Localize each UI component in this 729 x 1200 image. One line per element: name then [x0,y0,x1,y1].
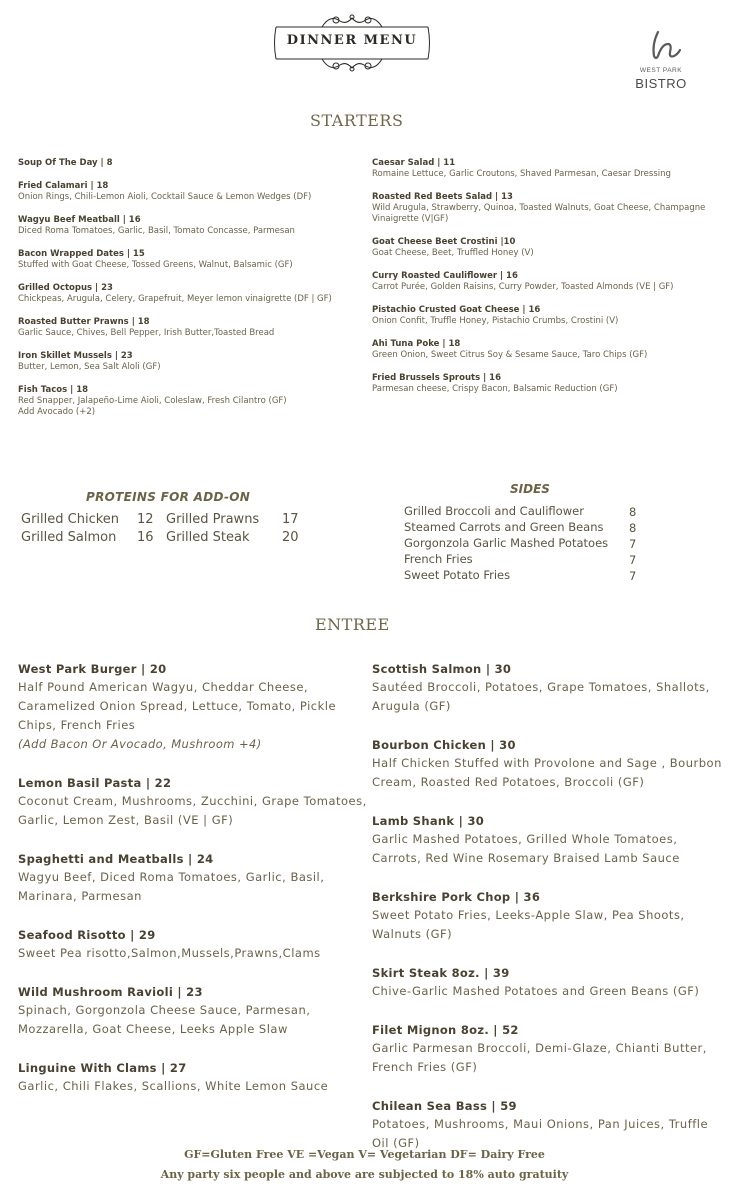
menu-item-name: Soup Of The Day | 8 [18,158,113,168]
menu-item [372,660,722,716]
menu-item [18,158,338,169]
starters-left-column [18,158,338,430]
menu-item-description: Stuffed with Goat Cheese, Tossed Greens, Walnut, Balsamic (GF) [18,260,293,270]
dietary-legend: GF=Gluten Free VE =Vegan V= Vegetarian DF= Dairy Free [184,1148,545,1161]
menu-item-name: Caesar Salad | 11 [372,158,456,168]
starters-right-column [372,158,712,407]
menu-item [372,305,712,327]
menu-item-name: Wild Mushroom Ravioli | 23 [18,985,203,999]
menu-item-addon: Add Avocado (+2) [18,407,96,417]
menu-item-name: Linguine With Clams | 27 [18,1061,187,1075]
protein-name: Grilled Salmon [21,529,117,545]
gratuity-note: Any party six people and above are subjected to 18% auto gratuity [160,1168,569,1181]
menu-item-description: Sweet Pea risotto,Salmon,Mussels,Prawns,Clams [18,946,321,960]
menu-item-name: Lemon Basil Pasta | 22 [18,776,172,790]
side-item-name: Sweet Potato Fries [404,568,511,582]
menu-item-description: Coconut Cream, Mushrooms, Zucchini, Grape Tomatoes, Garlic, Lemon Zest, Basil (VE | GF) [18,794,367,827]
logo-subtitle: WEST PARK [639,67,683,74]
menu-item-name: Roasted Butter Prawns | 18 [18,317,150,327]
entree-left-column [18,660,368,1116]
menu-title-frame [272,12,432,74]
menu-item-description: Goat Cheese, Beet, Truffled Honey (V) [372,248,534,258]
menu-item [18,850,368,906]
menu-item [18,926,368,963]
menu-item-name: Curry Roasted Cauliflower | 16 [372,271,518,281]
menu-item-description: Spinach, Gorgonzola Cheese Sauce, Parmesan, Mozzarella, Goat Cheese, Leeks Apple Slaw [18,1003,311,1036]
menu-item [372,158,712,180]
side-item-price: 8 [629,521,637,535]
menu-item-description: Garlic Mashed Potatoes, Grilled Whole Tomatoes, Carrots, Red Wine Rosemary Braised Lamb Sauce [372,832,680,865]
menu-item-name: Seafood Risotto | 29 [18,928,156,942]
menu-item-name: Pistachio Crusted Goat Cheese | 16 [372,305,541,315]
menu-item-description: Butter, Lemon, Sea Salt Aloli (GF) [18,362,161,372]
proteins-row [21,510,311,528]
menu-item-description: Garlic Sauce, Chives, Bell Pepper, Irish Butter,Toasted Bread [18,328,275,338]
menu-item [18,774,368,830]
menu-item-description: Sautéed Broccoli, Potatoes, Grape Tomatoes, Shallots, Arugula (GF) [372,680,710,713]
protein-name: Grilled Prawns [166,511,260,527]
menu-item [372,1021,722,1077]
restaurant-logo [628,30,698,96]
menu-item [18,283,338,305]
side-item-price: 7 [629,553,637,567]
protein-price: 17 [282,511,299,527]
side-item-name: Grilled Broccoli and Cauliflower [404,504,584,518]
sides-list [404,504,644,584]
menu-item [18,317,338,339]
menu-item-name: Scottish Salmon | 30 [372,662,512,676]
protein-price: 20 [282,529,299,545]
menu-item [18,215,338,237]
menu-item-description: Potatoes, Mushrooms, Maui Onions, Pan Juices, Truffle Oil (GF) [372,1117,709,1150]
menu-item [372,888,722,944]
side-item [404,552,644,568]
protein-name: Grilled Chicken [21,511,120,527]
protein-price: 12 [137,511,154,527]
menu-item-name: West Park Burger | 20 [18,662,167,676]
menu-item-name: Grilled Octopus | 23 [18,283,113,293]
side-item-name: Steamed Carrots and Green Beans [404,520,604,534]
starters-heading: STARTERS [310,111,404,130]
menu-item-name: Bourbon Chicken | 30 [372,738,516,752]
menu-item [18,385,338,418]
menu-item-name: Spaghetti and Meatballs | 24 [18,852,214,866]
menu-item-name: Goat Cheese Beet Crostini |10 [372,237,516,247]
side-item [404,536,644,552]
menu-item-description: Garlic Parmesan Broccoli, Demi-Glaze, Chianti Butter, French Fries (GF) [372,1041,707,1074]
entree-right-column [372,660,722,1173]
menu-item-name: Fried Brussels Sprouts | 16 [372,373,501,383]
menu-item-description: Romaine Lettuce, Garlic Croutons, Shaved Parmesan, Caesar Dressing [372,169,671,179]
menu-item-name: Berkshire Pork Chop | 36 [372,890,541,904]
menu-item [372,373,712,395]
menu-item [372,1097,722,1153]
menu-item-description: Wild Arugula, Strawberry, Quinoa, Toasted Walnuts, Goat Cheese, Champagne Vinaigrette (V|GF) [372,203,706,224]
side-item-price: 7 [629,569,637,583]
protein-name: Grilled Steak [166,529,250,545]
menu-item-name: Fish Tacos | 18 [18,385,89,395]
menu-item-name: Roasted Red Beets Salad | 13 [372,192,513,202]
menu-item [18,983,368,1039]
menu-item-description: Half Pound American Wagyu, Cheddar Cheese, Caramelized Onion Spread, Lettuce, Tomato, Pickle Chips, French Fries [18,680,337,732]
menu-item-name: Lamb Shank | 30 [372,814,485,828]
menu-item-description: Onion Rings, Chili-Lemon Aioli, Cocktail Sauce & Lemon Wedges (DF) [18,192,312,202]
menu-item [18,249,338,271]
menu-item-description: Chive-Garlic Mashed Potatoes and Green Beans (GF) [372,984,700,998]
side-item [404,504,644,520]
logo-mark-icon [648,30,684,64]
menu-item-description: Sweet Potato Fries, Leeks-Apple Slaw, Pea Shoots, Walnuts (GF) [372,908,685,941]
menu-item [18,660,368,754]
menu-item [18,181,338,203]
menu-item [372,812,722,868]
proteins-title: PROTEINS FOR ADD-ON [86,490,251,504]
proteins-row [21,528,311,546]
menu-item-description: Parmesan cheese, Crispy Bacon, Balsamic Reduction (GF) [372,384,618,394]
side-item-price: 8 [629,505,637,519]
menu-item-description: Half Chicken Stuffed with Provolone and Sage , Bourbon Cream, Roasted Red Potatoes, Broccoli (GF) [372,756,722,789]
side-item [404,520,644,536]
menu-item-description: Garlic, Chili Flakes, Scallions, White Lemon Sauce [18,1079,329,1093]
menu-title: DINNER MENU [286,33,418,48]
menu-item-description: Wagyu Beef, Diced Roma Tomatoes, Garlic, Basil, Marinara, Parmesan [18,870,325,903]
menu-item [372,237,712,259]
menu-item-name: Filet Mignon 8oz. | 52 [372,1023,519,1037]
menu-item-description: Red Snapper, Jalapeño-Lime Aioli, Coleslaw, Fresh Cilantro (GF) [18,396,287,406]
side-item [404,568,644,584]
menu-item [18,351,338,373]
entree-heading: ENTREE [315,615,390,634]
menu-item-name: Skirt Steak 8oz. | 39 [372,966,510,980]
side-item-name: Gorgonzola Garlic Mashed Potatoes [404,536,609,550]
menu-item-description: Chickpeas, Arugula, Celery, Grapefruit, Meyer lemon vinaigrette (DF | GF) [18,294,332,304]
menu-item [372,192,712,225]
menu-item-addon: (Add Bacon Or Avocado, Mushroom +4) [18,737,262,751]
menu-item [372,339,712,361]
side-item-price: 7 [629,537,637,551]
logo-name: BISTRO [635,76,687,91]
menu-item-description: Onion Confit, Truffle Honey, Pistachio Crumbs, Crostini (V) [372,316,619,326]
menu-item-description: Diced Roma Tomatoes, Garlic, Basil, Tomato Concasse, Parmesan [18,226,295,236]
sides-title: SIDES [510,482,550,496]
menu-item-description: Green Onion, Sweet Citrus Soy & Sesame Sauce, Taro Chips (GF) [372,350,648,360]
menu-item-name: Fried Calamari | 18 [18,181,109,191]
menu-item-name: Wagyu Beef Meatball | 16 [18,215,141,225]
menu-item-name: Iron Skillet Mussels | 23 [18,351,133,361]
menu-item [372,964,722,1001]
menu-item [372,271,712,293]
menu-item [372,736,722,792]
menu-item-name: Chilean Sea Bass | 59 [372,1099,517,1113]
menu-item [18,1059,368,1096]
menu-item-name: Ahi Tuna Poke | 18 [372,339,461,349]
menu-item-name: Bacon Wrapped Dates | 15 [18,249,145,259]
protein-price: 16 [137,529,154,545]
side-item-name: French Fries [404,552,473,566]
menu-item-description: Carrot Purée, Golden Raisins, Curry Powder, Toasted Almonds (VE | GF) [372,282,674,292]
proteins-table [21,510,311,546]
